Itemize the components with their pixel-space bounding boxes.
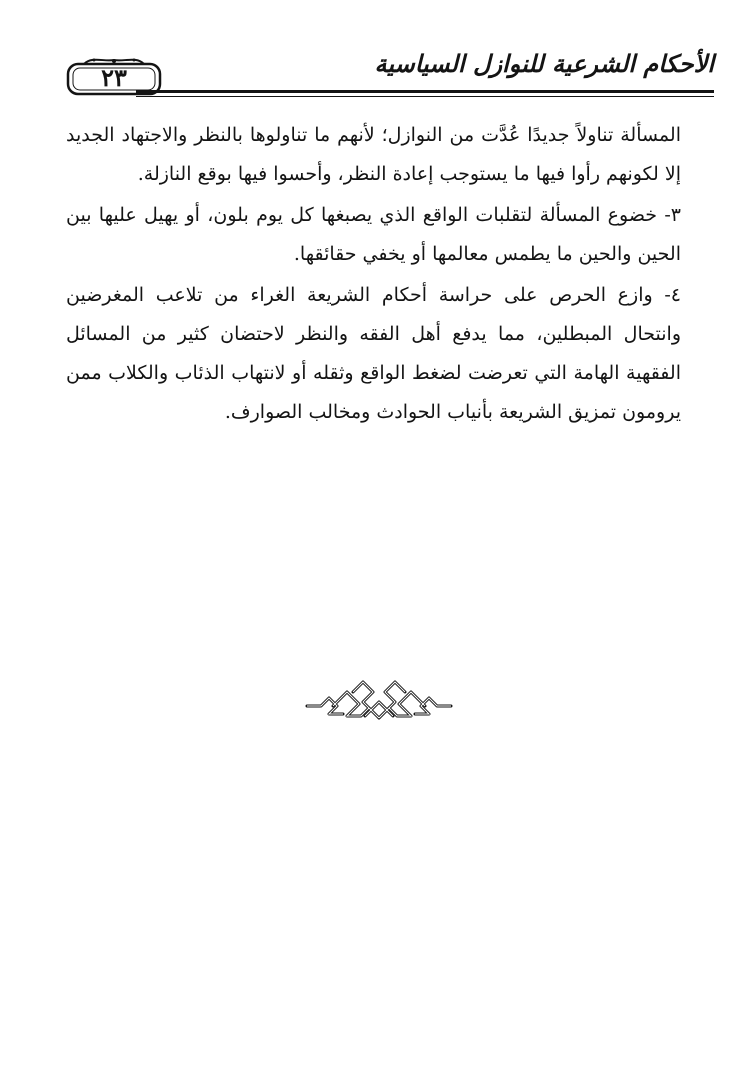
page-header	[44, 40, 714, 110]
running-title: الأحكام الشرعية للنوازل السياسية	[374, 49, 714, 78]
header-rule-thin	[136, 96, 714, 97]
paragraph-2: ٣- خضوع المسألة لتقلبات الواقع الذي يصبغها كل يوم بلون، أو يهيل عليها بين الحين والحين ما يطمس معالمها أو يخفي حقائقها.	[66, 204, 681, 265]
paragraph-1: المسألة تناولاً جديدًا عُدَّت من النوازل؛ لأنهم ما تناولوها بالنظر والاجتهاد الجديد إلا لكونهم رأوا فيها ما يستوجب إعادة النظر، وأحسوا فيها بوقع النازلة.	[66, 124, 681, 185]
paragraph-3: ٤- وازع الحرص على حراسة أحكام الشريعة الغراء من تلاعب المغرضين وانتحال المبطلين، مما يدفع أهل الفقه والنظر لاحتضان كثير من المسائل الفقهية الهامة التي تعرضت لضغط الواقع وثقله أو لانتهاب الذئاب والكلاب ممن يرومون تمزيق الشريعة بأنياب الحوادث ومخالب الصوارف.	[66, 284, 681, 423]
page-number: ٢٣	[101, 63, 127, 92]
header-rule	[136, 90, 714, 93]
section-end-ornament-icon	[303, 676, 455, 726]
page-body	[66, 116, 681, 434]
